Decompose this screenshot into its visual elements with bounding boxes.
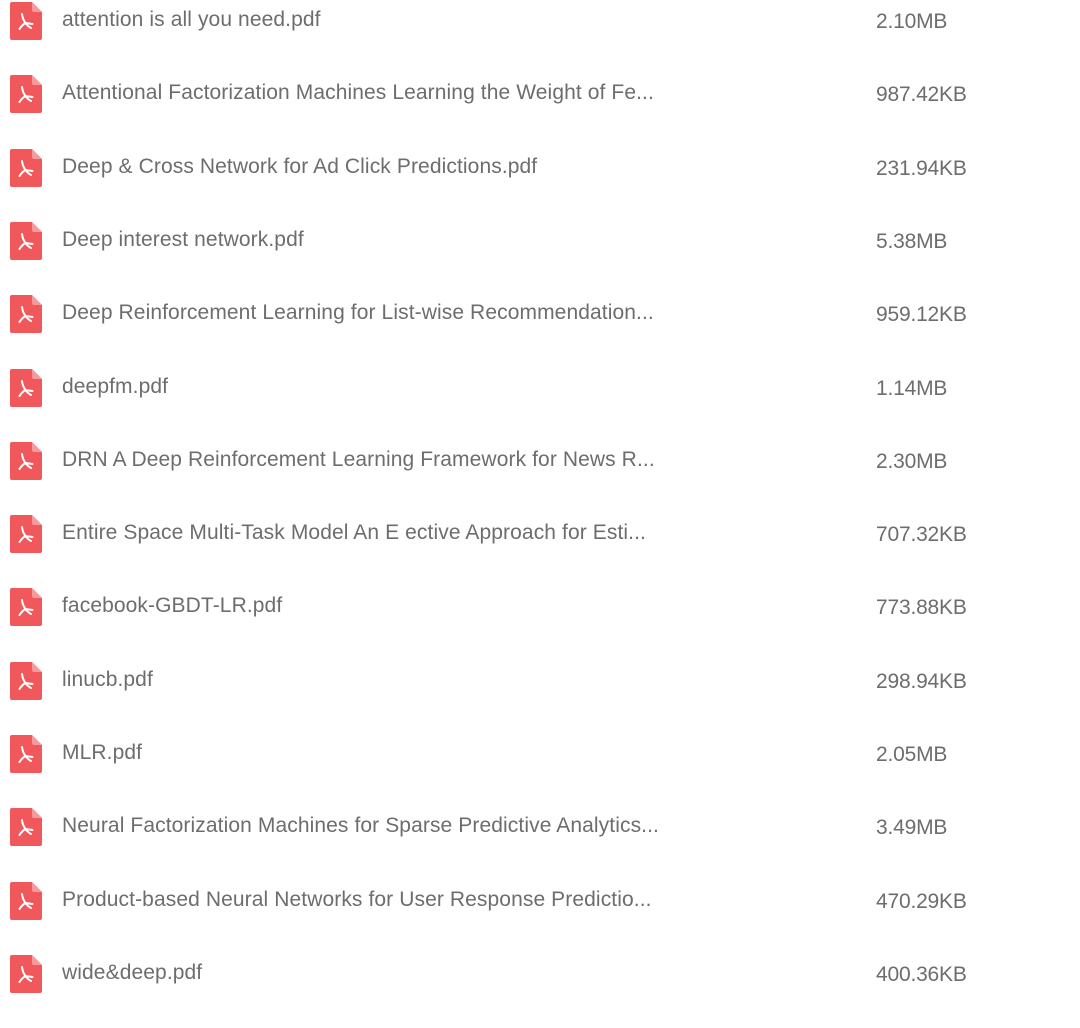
file-row[interactable]	[0, 808, 1080, 881]
file-name: MLR.pdf	[62, 741, 143, 764]
file-row[interactable]	[0, 955, 1080, 1028]
file-size: 470.29KB	[876, 889, 967, 913]
pdf-file-icon	[10, 808, 42, 846]
file-name: Attentional Factorization Machines Learning the Weight of Fe...	[62, 81, 654, 105]
pdf-file-icon	[10, 735, 42, 773]
file-name: wide&deep.pdf	[62, 960, 203, 984]
file-row[interactable]	[0, 442, 1080, 515]
file-name: linucb.pdf	[62, 667, 153, 691]
pdf-file-icon	[10, 222, 42, 260]
pdf-file-icon	[10, 149, 42, 187]
file-name: Entire Space Multi-Task Model An E ective Approach for Esti...	[62, 521, 646, 545]
file-size: 5.38MB	[876, 229, 948, 253]
file-row[interactable]	[0, 369, 1080, 442]
file-size: 231.94KB	[876, 156, 967, 180]
file-row[interactable]	[0, 588, 1080, 661]
pdf-file-icon	[10, 515, 42, 553]
file-name: attention is all you need.pdf	[62, 8, 321, 31]
file-row[interactable]	[0, 222, 1080, 295]
file-size: 3.49MB	[876, 816, 948, 840]
file-row[interactable]	[0, 735, 1080, 808]
pdf-file-icon	[10, 2, 42, 40]
file-row[interactable]	[0, 149, 1080, 222]
file-name: Deep Reinforcement Learning for List-wise Recommendation...	[62, 301, 654, 325]
file-size: 959.12KB	[876, 303, 967, 327]
pdf-file-icon	[10, 588, 42, 626]
file-size: 400.36KB	[876, 962, 967, 986]
file-row[interactable]	[0, 882, 1080, 955]
file-name: Product-based Neural Networks for User Response Predictio...	[62, 887, 652, 911]
file-name: deepfm.pdf	[62, 374, 169, 398]
file-row[interactable]	[0, 515, 1080, 588]
pdf-file-icon	[10, 662, 42, 700]
file-size: 1.14MB	[876, 376, 948, 400]
file-size: 2.10MB	[876, 10, 948, 33]
file-name: Deep interest network.pdf	[62, 227, 304, 251]
file-name: Neural Factorization Machines for Sparse Predictive Analytics...	[62, 814, 659, 838]
file-size: 2.30MB	[876, 449, 948, 473]
file-size: 987.42KB	[876, 83, 967, 107]
file-name: DRN A Deep Reinforcement Learning Framework for News R...	[62, 447, 655, 471]
pdf-file-icon	[10, 75, 42, 113]
file-name: Deep & Cross Network for Ad Click Predictions.pdf	[62, 154, 538, 178]
file-row[interactable]	[0, 2, 1080, 75]
pdf-file-icon	[10, 955, 42, 993]
pdf-file-icon	[10, 295, 42, 333]
pdf-file-icon	[10, 369, 42, 407]
file-size: 707.32KB	[876, 523, 967, 547]
file-size: 2.05MB	[876, 743, 948, 766]
file-name: facebook-GBDT-LR.pdf	[62, 594, 283, 618]
pdf-file-icon	[10, 442, 42, 480]
file-size: 298.94KB	[876, 669, 967, 693]
file-size: 773.88KB	[876, 596, 967, 620]
pdf-file-icon	[10, 882, 42, 920]
file-row[interactable]	[0, 75, 1080, 148]
file-row[interactable]	[0, 662, 1080, 735]
file-row[interactable]	[0, 295, 1080, 368]
